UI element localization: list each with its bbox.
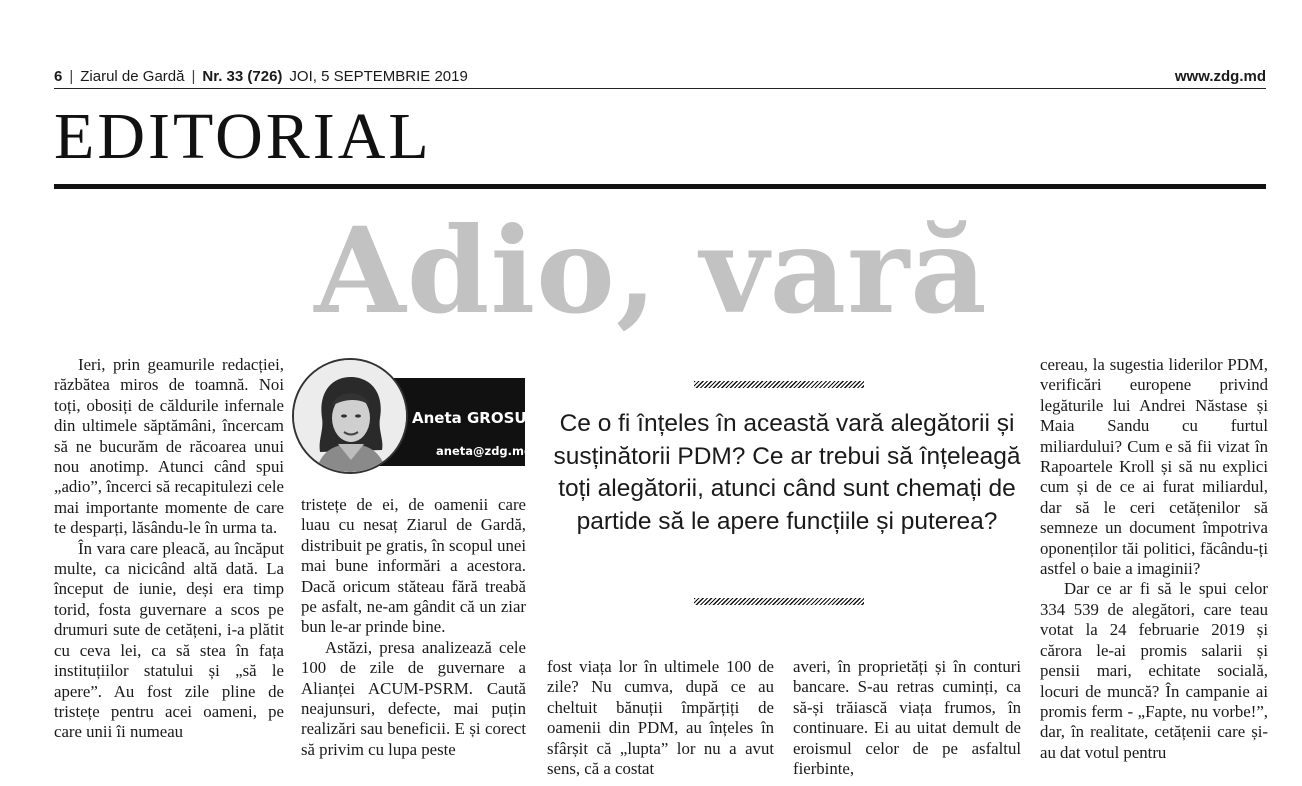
issue-date: JOI, 5 SEPTEMBRIE 2019 — [289, 67, 468, 85]
article-column-1 — [54, 355, 284, 743]
author-email[interactable]: aneta@zdg.md — [436, 444, 533, 458]
paragraph: averi, în proprietăți și în conturi bancare. S-au retras cuminți, ca să-și trăiască viața frumos, în continuare. Ei au uitat demult de eroismul celor de pe asfaltul fierbinte, — [793, 657, 1021, 779]
website-link[interactable]: www.zdg.md — [1174, 67, 1266, 85]
pull-quote: Ce o fi înțeles în această vară alegătorii și susținătorii PDM? Ce ar trebui să înțeleagă toți alegătorii, atunci când sunt chemați de partide să le apere funcțiile și puterea? — [553, 410, 1021, 535]
paragraph: Astăzi, presa analizează cele 100 de zile de guvernare a Alianței ACUM-PSRM. Caută neajunsuri, defecte, mai puțin realizări sau beneficii. E și corect să privim cu lupa peste — [301, 637, 526, 759]
publication-name: Ziarul de Gardă — [80, 67, 185, 85]
article-column-4 — [793, 657, 1021, 779]
article-column-3 — [547, 657, 774, 779]
author-portrait-icon — [292, 358, 408, 474]
paragraph: cereau, la sugestia liderilor PDM, verificări europene privind legăturile lui Andrei Năstase și Maia Sandu cu furtul miliardului? Cum e să fii vizat în Rapoartele Kroll și să nu explici cum și de ce ai furat miliardul, dar să le ceri cetățenilor să semneze un document împotriva oponenților tăi politici, făcându-ți astfel o baie a imaginii? — [1040, 355, 1268, 579]
pull-quote-bottom-border — [694, 598, 864, 605]
issue-number: Nr. 33 (726) — [202, 67, 283, 85]
header-separator: | — [69, 67, 74, 85]
paragraph: tristețe de ei, de oamenii care luau cu nesaț Ziarul de Gardă, distribuit pe gratis, în scopul unei mai bune informări a acestora. Dacă oricum stăteau fără treabă pe asfalt, ne-am gândit că un ziar bun le-ar prinde bine. — [301, 495, 526, 637]
section-title: EDITORIAL — [54, 100, 432, 173]
paragraph: fost viața lor în ultimele 100 de zile? Nu cumva, după ce au cheltuit bănuții împărțiți de oamenii din PDM, au înțeles în sfârșit că „lupta” lor nu a avut sens, că a costat — [547, 657, 774, 779]
paragraph: Dar ce ar fi să le spui celor 334 539 de alegători, care teau votat la 24 februarie 2019 și cărora le-ai promis salarii și pensii mari, echitate socială, locuri de muncă? În campanie ai promis ferm - „Fapte, nu vorbe!”, dar, în realitate, cetățenii care și-au dat votul pentru — [1040, 579, 1268, 762]
paragraph: Ieri, prin geamurile redacției, răzbătea miros de toamnă. Noi toți, obosiți de căldurile infernale din ultimele săptămâni, încercam să ne bucurăm de răcoarea unui nou anotimp. Atunci când spui „adio”, încerci să recapitulezi cele mai importante momente de care te desparți, lăsându-le în urma ta. — [54, 355, 284, 538]
pull-quote-top-border — [694, 381, 864, 388]
header-separator: | — [191, 67, 196, 85]
page-header — [54, 64, 1266, 89]
paragraph: În vara care pleacă, au încăput multe, ca nicicând altă dată. La început de iunie, deși era timp torid, fosta guvernare a scos pe drumuri sute de cetățeni, i-a plătit cu ceva lei, ca să stea în fața instituțiilor statului și „să le apere”. Au fost zile pline de tristețe pentru acei oameni, pe care unii îi numeau — [54, 538, 284, 742]
author-name: Aneta GROSU — [412, 409, 527, 427]
article-headline: Adio, vară — [314, 201, 988, 340]
page-number: 6 — [54, 67, 63, 85]
article-column-5 — [1040, 355, 1268, 763]
section-divider — [54, 184, 1266, 189]
article-column-2 — [301, 495, 526, 760]
